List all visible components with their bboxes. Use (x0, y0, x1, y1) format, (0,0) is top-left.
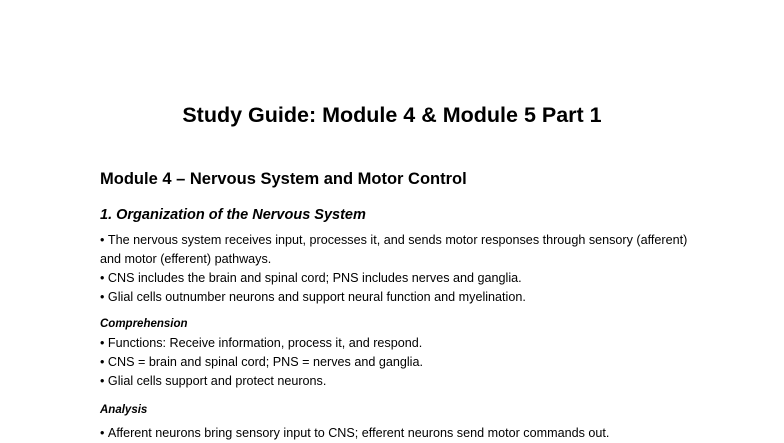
analysis-heading: Analysis (100, 404, 148, 416)
list-item: • Functions: Receive information, process it, and respond. (100, 334, 700, 353)
list-item: • Afferent neurons bring sensory input to CNS; efferent neurons send motor commands out. (100, 424, 700, 443)
section-bullet-list (100, 231, 700, 307)
list-item: • The nervous system receives input, processes it, and sends motor responses through sensory (afferent) and motor (efferent) pathways. (100, 231, 700, 269)
list-item: • CNS = brain and spinal cord; PNS = nerves and ganglia. (100, 353, 700, 372)
list-item: • Glial cells support and protect neurons. (100, 372, 700, 391)
section-heading: 1. Organization of the Nervous System (100, 207, 366, 223)
comprehension-heading: Comprehension (100, 318, 188, 330)
comprehension-bullet-list (100, 334, 700, 391)
analysis-bullet-list (100, 424, 700, 443)
module-heading: Module 4 – Nervous System and Motor Control (100, 170, 467, 188)
list-item: • Glial cells outnumber neurons and support neural function and myelination. (100, 288, 700, 307)
document-title: Study Guide: Module 4 & Module 5 Part 1 (182, 103, 602, 127)
list-item: • CNS includes the brain and spinal cord; PNS includes nerves and ganglia. (100, 269, 700, 288)
